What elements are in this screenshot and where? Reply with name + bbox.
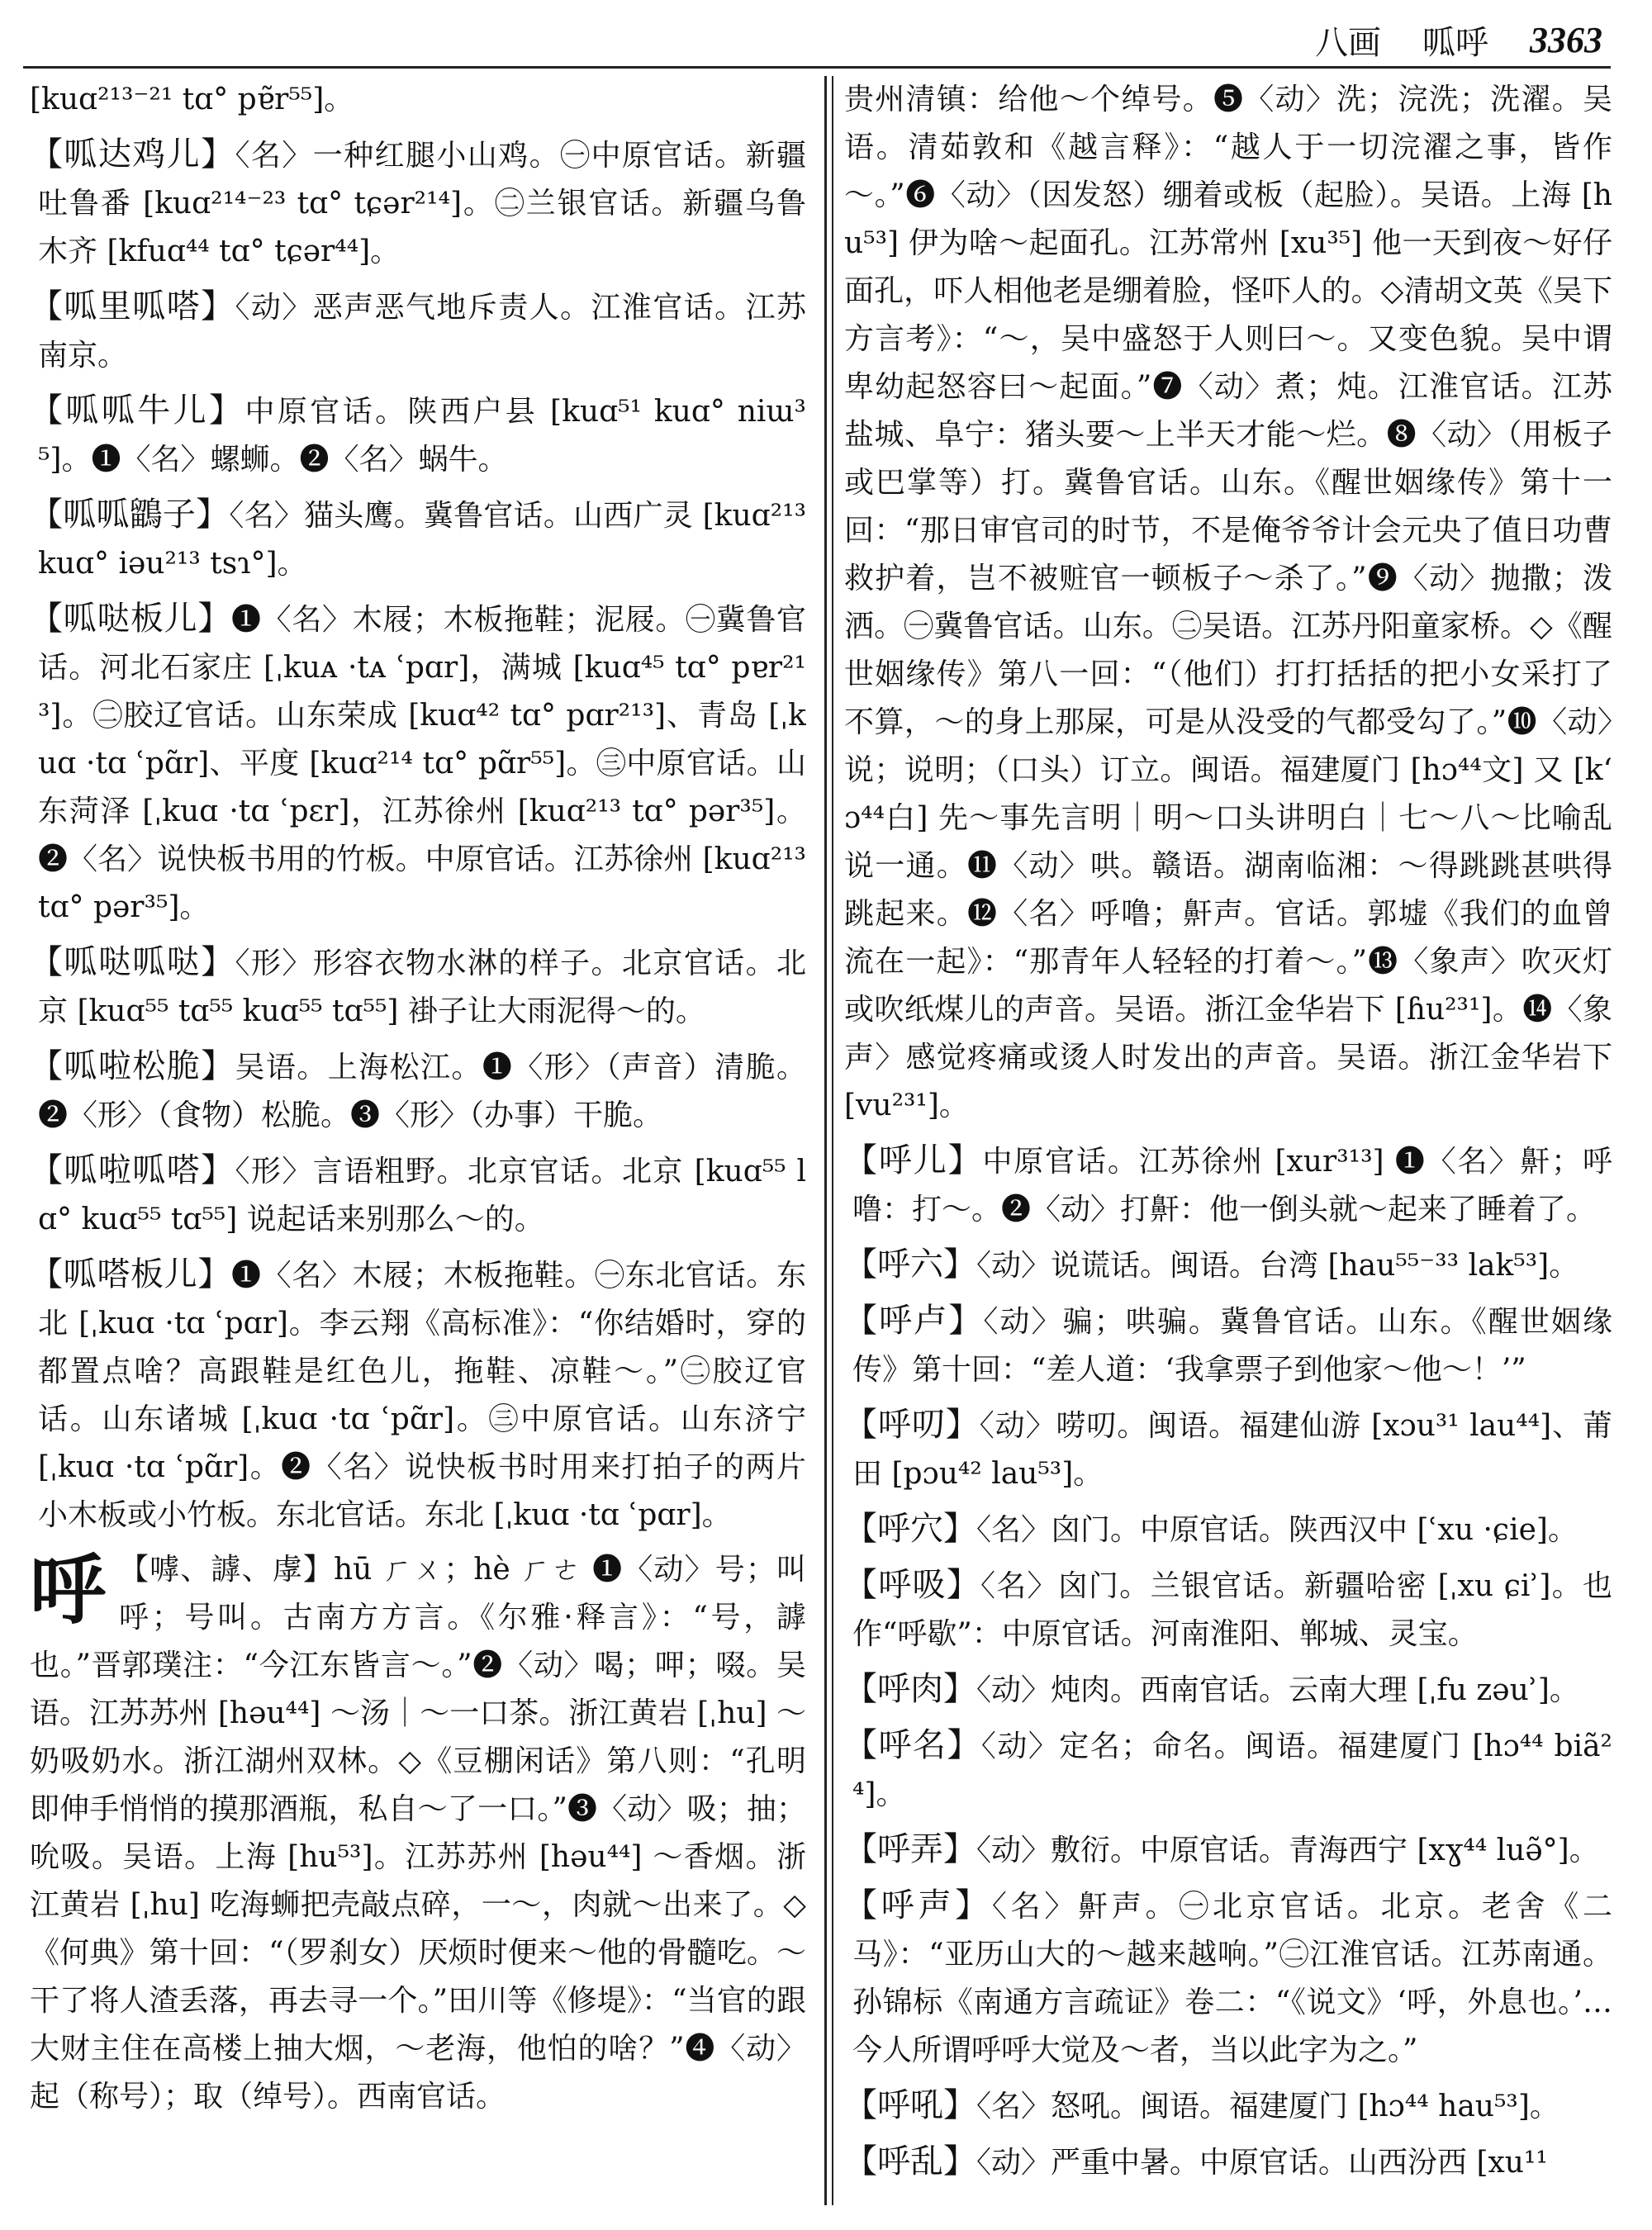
entry-definition: 〈动〉敷衍。中原官话。青海西宁 [xɣ⁴⁴ luə̃°]。 [976, 1834, 1599, 1867]
entry-definition: 〈动〉说谎话。闽语。台湾 [hau⁵⁵⁻³³ lak⁵³]。 [976, 1249, 1579, 1283]
column-divider-inner [832, 76, 833, 2205]
entry-definition: 中原官话。江苏徐州 [xur³¹³] ❶〈名〉鼾；呼噜：打～。❷〈动〉打鼾：他一倒头就～起来了睡着了。 [852, 1145, 1612, 1226]
entry-definition: 〈形〉言语粗野。北京官话。北京 [kuɑ⁵⁵ lɑ° kuɑ⁵⁵ tɑ⁵⁵] 说起话来别那么～的。 [38, 1155, 806, 1236]
right-entries [844, 76, 1612, 2187]
entry-headword: 【呼肉】 [844, 1670, 976, 1708]
entry-headword: 【呱哒呱哒】 [30, 943, 235, 981]
entry-headword: 【呱达鸡儿】 [30, 135, 235, 173]
entry-headword: 【呱啦松脆】 [30, 1047, 235, 1085]
entry-definition: [kuɑ²¹³⁻²¹ tɑ° pɐ̃r⁵⁵]。 [30, 83, 354, 116]
entry-headword: 【呱啦呱嗒】 [30, 1151, 235, 1189]
entry-headword: 【呼声】 [844, 1886, 992, 1924]
dictionary-entry [844, 2081, 1612, 2131]
dictionary-entry [844, 1297, 1612, 1394]
dictionary-entry [30, 595, 806, 932]
entry-definition: ❶〈名〉木屐；木板拖鞋。㊀东北官话。东北 [ˌkuɑ ·tɑ ʿpɑr]。李云翔《高标准》：“你结婚时，穿的都置点啥？高跟鞋是红色儿，拖鞋、凉鞋～。”㊁胶辽官话。山东诸城 [ˌkuɑ ·tɑ ʿpɑ̃r]。㊂中原官话。山东济宁 [ˌkuɑ ·tɑ ʿpɑ̃r]。❷〈名〉说快板书时用来打拍子的两片小木板或小竹板。东北官话。东北 [ˌkuɑ ·tɑ ʿpɑr]。 [38, 1259, 806, 1532]
entry-headword: 【呱呱鶹子】 [30, 496, 230, 534]
dictionary-entry [844, 1825, 1612, 1875]
entry-definition: 〈动〉定名；命名。闽语。福建厦门 [hɔ⁴⁴ biã²⁴]。 [852, 1729, 1612, 1811]
entry-headword: 【呼弄】 [844, 1830, 976, 1868]
left-column [30, 76, 806, 2205]
dictionary-entry [30, 1146, 806, 1244]
entry-definition: ❶〈名〉木屐；木板拖鞋；泥屐。㊀冀鲁官话。河北石家庄 [ˌkuᴀ ·tᴀ ʿpɑr]，满城 [kuɑ⁴⁵ tɑ° pɐr²¹³]。㊁胶辽官话。山东荣成 [kuɑ⁴² tɑ° pɑr²¹³]、青岛 [ˌkuɑ ·tɑ ʿpɑ̃r]、平度 [kuɑ²¹⁴ tɑ° pɑ̃r⁵⁵]。㊂中原官话。山东菏泽 [ˌkuɑ ·tɑ ʿpɛr]，江苏徐州 [kuɑ²¹³ tɑ° pər³⁵]。❷〈名〉说快板书用的竹板。中原官话。江苏徐州 [kuɑ²¹³ tɑ° pər³⁵]。 [38, 603, 806, 924]
entry-headword: 【呱嗒板儿】 [30, 1255, 231, 1293]
entry-definition: 〈形〉形容衣物水淋的样子。北京官话。北京 [kuɑ⁵⁵ tɑ⁵⁵ kuɑ⁵⁵ tɑ⁵⁵] 褂子让大雨泥得～的。 [38, 947, 806, 1028]
big-entry-text: 【嘑、謼、虖】hū ㄏㄨ；hè ㄏㄜ ❶〈动〉号；叫呼；号叫。古南方方言。《尔雅·释言》：“号，謼也。”晋郭璞注：“今江东皆言～。”❷〈动〉喝；呷；啜。吴语。江苏苏州 [həu⁴⁴] ～汤｜～一口茶。浙江黄岩 [ˌhu] ～奶吸奶水。浙江湖州双林。◇《豆棚闲话》第八则：“孔明即伸手悄悄的摸那酒瓶，私自～了一口。”❸〈动〉吸；抽；吮吸。吴语。上海 [hu⁵³]。江苏苏州 [həu⁴⁴] ～香烟。浙江黄岩 [ˌhu] 吃海蛳把壳敲点碎，一～，肉就～出来了。◇《何典》第十回：“（罗刹女）厌烦时便来～他的骨髓吃。～干了将人渣丢落，再去寻一个。”田川等《修堤》：“当官的跟大财主住在高楼上抽大烟，～老海，他怕的啥？”❹〈动〉起（称号）；取（绰号）。西南官话。 [30, 1553, 806, 2114]
dictionary-entry [30, 387, 806, 484]
entry-definition: 〈动〉炖肉。西南官话。云南大理 [ˌfu zəuʾ]。 [976, 1673, 1579, 1707]
entry-definition: 〈名〉鼾声。㊀北京官话。北京。老舍《二马》：“亚历山大的～越来越响。”㊁江淮官话。江苏南通。孙锦标《南通方言疏证》卷二：“《说文》‘呼，外息也。’…今人所谓呼呼大觉及～者，当以此字为之。” [852, 1890, 1612, 2067]
dictionary-entry [844, 1241, 1612, 1290]
column-divider [824, 76, 827, 2205]
entry-headword: 【呼叨】 [844, 1406, 980, 1444]
entry-big-character: 呼 [30, 1546, 107, 1635]
entry-definition: 贵州清镇：给他～个绰号。❺〈动〉洗；浣洗；洗濯。吴语。清茹敦和《越言释》：“越人于一切浣濯之事，皆作～。”❻〈动〉（因发怒）绷着或板（起脸）。吴语。上海 [hu⁵³] 伊为啥～起面孔。江苏常州 [xu³⁵] 他一天到夜～好仔面孔，吓人相他老是绷着脸，怪吓人的。◇清胡文英《吴下方言考》：“～，吴中盛怒于人则曰～。又变色貌。吴中谓卑幼起怒容曰～起面。”❼〈动〉煮；炖。江淮官话。江苏盐城、阜宁：猪头要～上半天才能～烂。❽〈动〉（用板子或巴掌等）打。冀鲁官话。山东。《醒世姻缘传》第十一回：“那日审官司的时节，不是俺爷爷计会元央了值日功曹救护着，岂不被赃官一顿板子～杀了。”❾〈动〉抛撒；泼洒。㊀冀鲁官话。山东。㊁吴语。江苏丹阳童家桥。◇《醒世姻缘传》第八一回：“（他们）打打括括的把小女采打了不算，～的身上那屎，可是从没受的气都受勾了。”❿〈动〉说；说明；（口头）订立。闽语。福建厦门 [hɔ⁴⁴文] 又 [kʻɔ⁴⁴白] 先～事先言明｜明～口头讲明白｜七～八～比喻乱说一通。⓫〈动〉哄。赣语。湖南临湘：～得跳跳甚哄得跳起来。⓬〈名〉呼噜；鼾声。官话。郭墟《我们的血曾流在一起》：“那青年人轻轻的打着～。”⓭〈象声〉吹灭灯或吹纸煤儿的声音。吴语。浙江金华岩下 [ɦu²³¹]。⓮〈象声〉感觉疼痛或烫人时发出的声音。吴语。浙江金华岩下 [vu²³¹]。 [844, 83, 1612, 1122]
entry-headword: 【呼卢】 [844, 1302, 984, 1340]
dictionary-entry [844, 2137, 1612, 2187]
section-label: 八画 [1315, 23, 1381, 62]
entry-headword: 【呼六】 [844, 1245, 976, 1283]
dictionary-entry [30, 1042, 806, 1140]
dictionary-entry [30, 282, 806, 380]
entry-definition: 〈名〉怒吼。闽语。福建厦门 [hɔ⁴⁴ hau⁵³]。 [976, 2090, 1559, 2123]
dictionary-entry [844, 1721, 1612, 1819]
continued-text [844, 76, 1612, 1130]
entry-headword: 【呱呱牛儿】 [30, 391, 245, 429]
entry-definition: 中原官话。陕西户县 [kuɑ⁵¹ kuɑ° niɯ³⁵]。❶〈名〉螺蛳。❷〈名〉蜗牛。 [38, 395, 806, 477]
right-column [844, 76, 1612, 2205]
entry-headword: 【呱哒板儿】 [30, 600, 231, 638]
entry-definition: 〈名〉囟门。兰银官话。新疆哈密 [ˌxu ɕiʾ]。也作“呼歇”：中原官话。河南淮阳、郸城、灵宝。 [852, 1569, 1612, 1651]
page-header [834, 15, 1602, 64]
entry-headword: 【呼儿】 [844, 1141, 983, 1179]
entry-headword: 【呱里呱嗒】 [30, 287, 235, 325]
dictionary-entry [844, 1561, 1612, 1658]
entry-definition: 〈名〉猫头鹰。冀鲁官话。山西广灵 [kuɑ²¹³ kuɑ° iəu²¹³ tsɿ°]。 [38, 499, 806, 581]
entry-headword: 【呼名】 [844, 1726, 981, 1764]
dictionary-entry [844, 1881, 1612, 2075]
entry-definition: 吴语。上海松江。❶〈形〉（声音）清脆。❷〈形〉（食物）松脆。❸〈形〉（办事）干脆。 [38, 1051, 806, 1132]
left-entries [30, 76, 806, 1540]
dictionary-entry [844, 1136, 1612, 1234]
entry-headword: 【呼吸】 [844, 1566, 981, 1604]
entry-definition: 〈动〉骗；哄骗。冀鲁官话。山东。《醒世姻缘传》第十回：“差人道：‘我拿票子到他家～他～！’” [852, 1305, 1612, 1387]
dictionary-entry [30, 938, 806, 1036]
entry-definition: 〈名〉一种红腿小山鸡。㊀中原官话。新疆吐鲁番 [kuɑ²¹⁴⁻²³ tɑ° tɕər²¹⁴]。㊁兰银官话。新疆乌鲁木齐 [kfuɑ⁴⁴ tɑ° tɕər⁴⁴]。 [38, 139, 806, 268]
header-rule [23, 66, 1611, 69]
entry-headword: 【呼穴】 [844, 1510, 976, 1548]
dictionary-entry [30, 130, 806, 276]
dictionary-entry [30, 1250, 806, 1540]
dictionary-entry [844, 1505, 1612, 1554]
dictionary-entry [30, 491, 806, 588]
entry-headword: 【呼乱】 [844, 2142, 976, 2180]
entry-definition: 〈动〉唠叨。闽语。福建仙游 [xɔu³¹ lau⁴⁴]、莆田 [pɔu⁴² lau⁵³]。 [852, 1409, 1612, 1491]
entry-headword: 【呼吼】 [844, 2086, 976, 2124]
big-character-entry [30, 1546, 806, 2121]
entry-definition: 〈名〉囟门。中原官话。陕西汉中 [ʿxu ·ɕie]。 [976, 1513, 1578, 1547]
dictionary-entry [844, 1401, 1612, 1498]
page-number: 3363 [1530, 19, 1602, 60]
dictionary-entry [844, 1665, 1612, 1715]
guide-words: 呱呼 [1422, 23, 1488, 62]
entry-definition: 〈动〉严重中暑。中原官话。山西汾西 [xu¹¹ [976, 2146, 1548, 2180]
entry-definition: 〈动〉恶声恶气地斥责人。江淮官话。江苏南京。 [38, 291, 806, 372]
continued-text [30, 76, 806, 124]
